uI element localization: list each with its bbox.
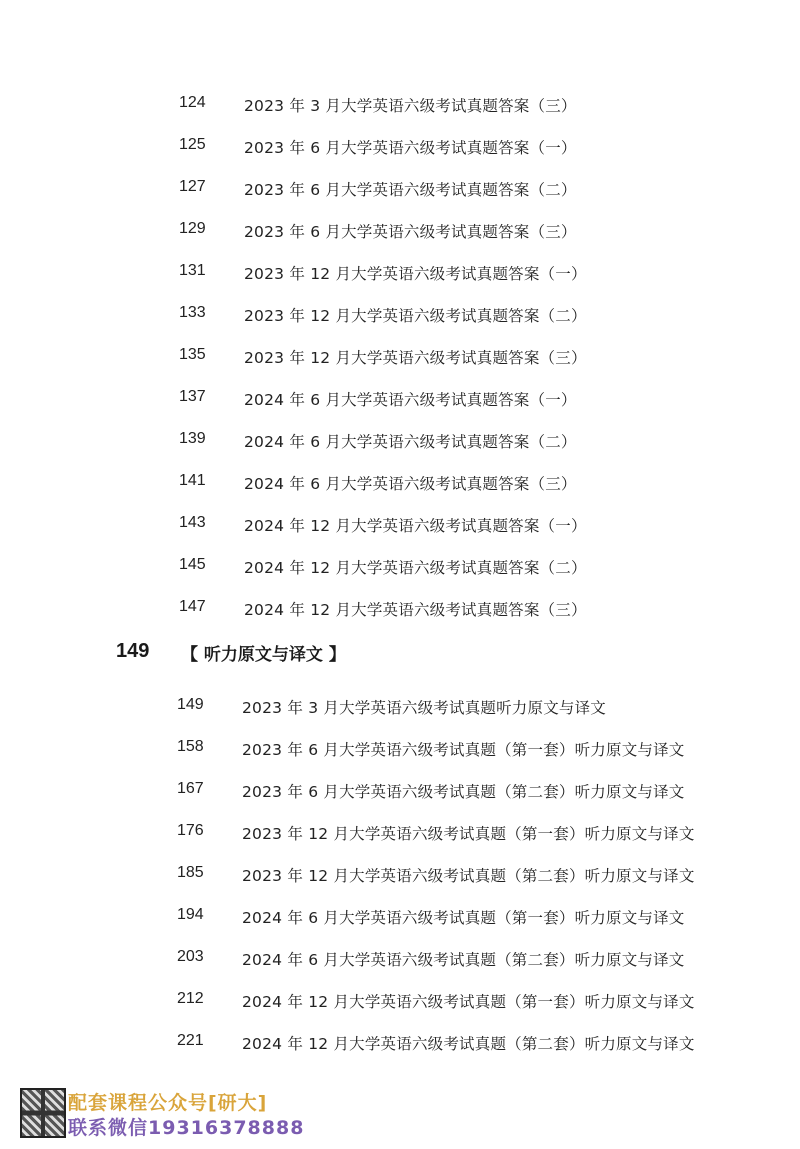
- toc-entry: [177, 738, 777, 762]
- toc-entry-title: 2024 年 6 月大学英语六级考试真题答案（二）: [244, 433, 577, 451]
- toc-page-number: 147: [179, 598, 206, 615]
- toc-entry-title: 2024 年 6 月大学英语六级考试真题（第一套）听力原文与译文: [242, 909, 685, 927]
- toc-page-number: 125: [179, 136, 206, 153]
- toc-entry-title: 2023 年 3 月大学英语六级考试真题答案（三）: [244, 97, 577, 115]
- toc-entry-title: 2024 年 6 月大学英语六级考试真题（第二套）听力原文与译文: [242, 951, 685, 969]
- toc-entry: [179, 472, 779, 496]
- toc-page-number: 167: [177, 780, 204, 797]
- toc-entry: [177, 822, 777, 846]
- toc-entry: [179, 346, 779, 370]
- toc-entry: [179, 94, 779, 118]
- toc-entry: [179, 556, 779, 580]
- toc-page-number: 194: [177, 906, 204, 923]
- toc-page-number: 139: [179, 430, 206, 447]
- toc-entry: [177, 696, 777, 720]
- toc-page-number: 221: [177, 1032, 204, 1049]
- section-title: 【 听力原文与译文 】: [181, 645, 346, 665]
- toc-page-number: 212: [177, 990, 204, 1007]
- toc-page-number: 145: [179, 556, 206, 573]
- toc-entry-title: 2023 年 12 月大学英语六级考试真题答案（三）: [244, 349, 587, 367]
- toc-entry: [179, 388, 779, 412]
- toc-entry: [177, 780, 777, 804]
- toc-entry-title: 2023 年 6 月大学英语六级考试真题（第一套）听力原文与译文: [242, 741, 685, 759]
- toc-entry-title: 2023 年 12 月大学英语六级考试真题（第一套）听力原文与译文: [242, 825, 695, 843]
- toc-entry-title: 2023 年 12 月大学英语六级考试真题（第二套）听力原文与译文: [242, 867, 695, 885]
- toc-entry: [179, 598, 779, 622]
- toc-entry-title: 2023 年 6 月大学英语六级考试真题答案（一）: [244, 139, 577, 157]
- toc-entry-title: 2023 年 6 月大学英语六级考试真题（第二套）听力原文与译文: [242, 783, 685, 801]
- toc-page-number: 158: [177, 738, 204, 755]
- toc-page-number: 129: [179, 220, 206, 237]
- toc-entry: [177, 1032, 777, 1056]
- toc-entry-title: 2023 年 12 月大学英语六级考试真题答案（一）: [244, 265, 587, 283]
- toc-entry: [179, 304, 779, 328]
- toc-entry: [177, 906, 777, 930]
- watermark-line-2: 联系微信19316378888: [68, 1117, 305, 1139]
- toc-entry-title: 2023 年 12 月大学英语六级考试真题答案（二）: [244, 307, 587, 325]
- toc-entry: [177, 864, 777, 888]
- watermark-line-1: 配套课程公众号[研大]: [68, 1092, 268, 1114]
- toc-entry-title: 2024 年 12 月大学英语六级考试真题（第一套）听力原文与译文: [242, 993, 695, 1011]
- toc-entry: [179, 514, 779, 538]
- toc-entry: [177, 990, 777, 1014]
- toc-entry-title: 2024 年 12 月大学英语六级考试真题（第二套）听力原文与译文: [242, 1035, 695, 1053]
- toc-page-number: 133: [179, 304, 206, 321]
- toc-page-number: 127: [179, 178, 206, 195]
- toc-page-number: 137: [179, 388, 206, 405]
- toc-entry-title: 2024 年 6 月大学英语六级考试真题答案（三）: [244, 475, 577, 493]
- toc-page-number: 203: [177, 948, 204, 965]
- toc-entry-title: 2024 年 12 月大学英语六级考试真题答案（二）: [244, 559, 587, 577]
- toc-entry-title: 2024 年 12 月大学英语六级考试真题答案（一）: [244, 517, 587, 535]
- toc-page-number: 143: [179, 514, 206, 531]
- toc-entry: [179, 430, 779, 454]
- toc-entry: [179, 136, 779, 160]
- toc-page-number: 149: [177, 696, 204, 713]
- toc-entry: [179, 262, 779, 286]
- toc-page-number: 135: [179, 346, 206, 363]
- toc-page-number: 185: [177, 864, 204, 881]
- toc-page-number: 141: [179, 472, 206, 489]
- toc-page-number: 124: [179, 94, 206, 111]
- toc-entry: [179, 178, 779, 202]
- toc-entry: [177, 948, 777, 972]
- toc-entry: [179, 220, 779, 244]
- watermark: [20, 1088, 320, 1138]
- toc-entry-title: 2024 年 12 月大学英语六级考试真题答案（三）: [244, 601, 587, 619]
- toc-entry-title: 2023 年 6 月大学英语六级考试真题答案（三）: [244, 223, 577, 241]
- toc-page-number: 176: [177, 822, 204, 839]
- toc-entry-title: 2024 年 6 月大学英语六级考试真题答案（一）: [244, 391, 577, 409]
- toc-entry-title: 2023 年 6 月大学英语六级考试真题答案（二）: [244, 181, 577, 199]
- qr-code-icon: [20, 1088, 66, 1138]
- section-page-number: 149: [116, 640, 150, 662]
- toc-page-number: 131: [179, 262, 206, 279]
- toc-entry-title: 2023 年 3 月大学英语六级考试真题听力原文与译文: [242, 699, 606, 717]
